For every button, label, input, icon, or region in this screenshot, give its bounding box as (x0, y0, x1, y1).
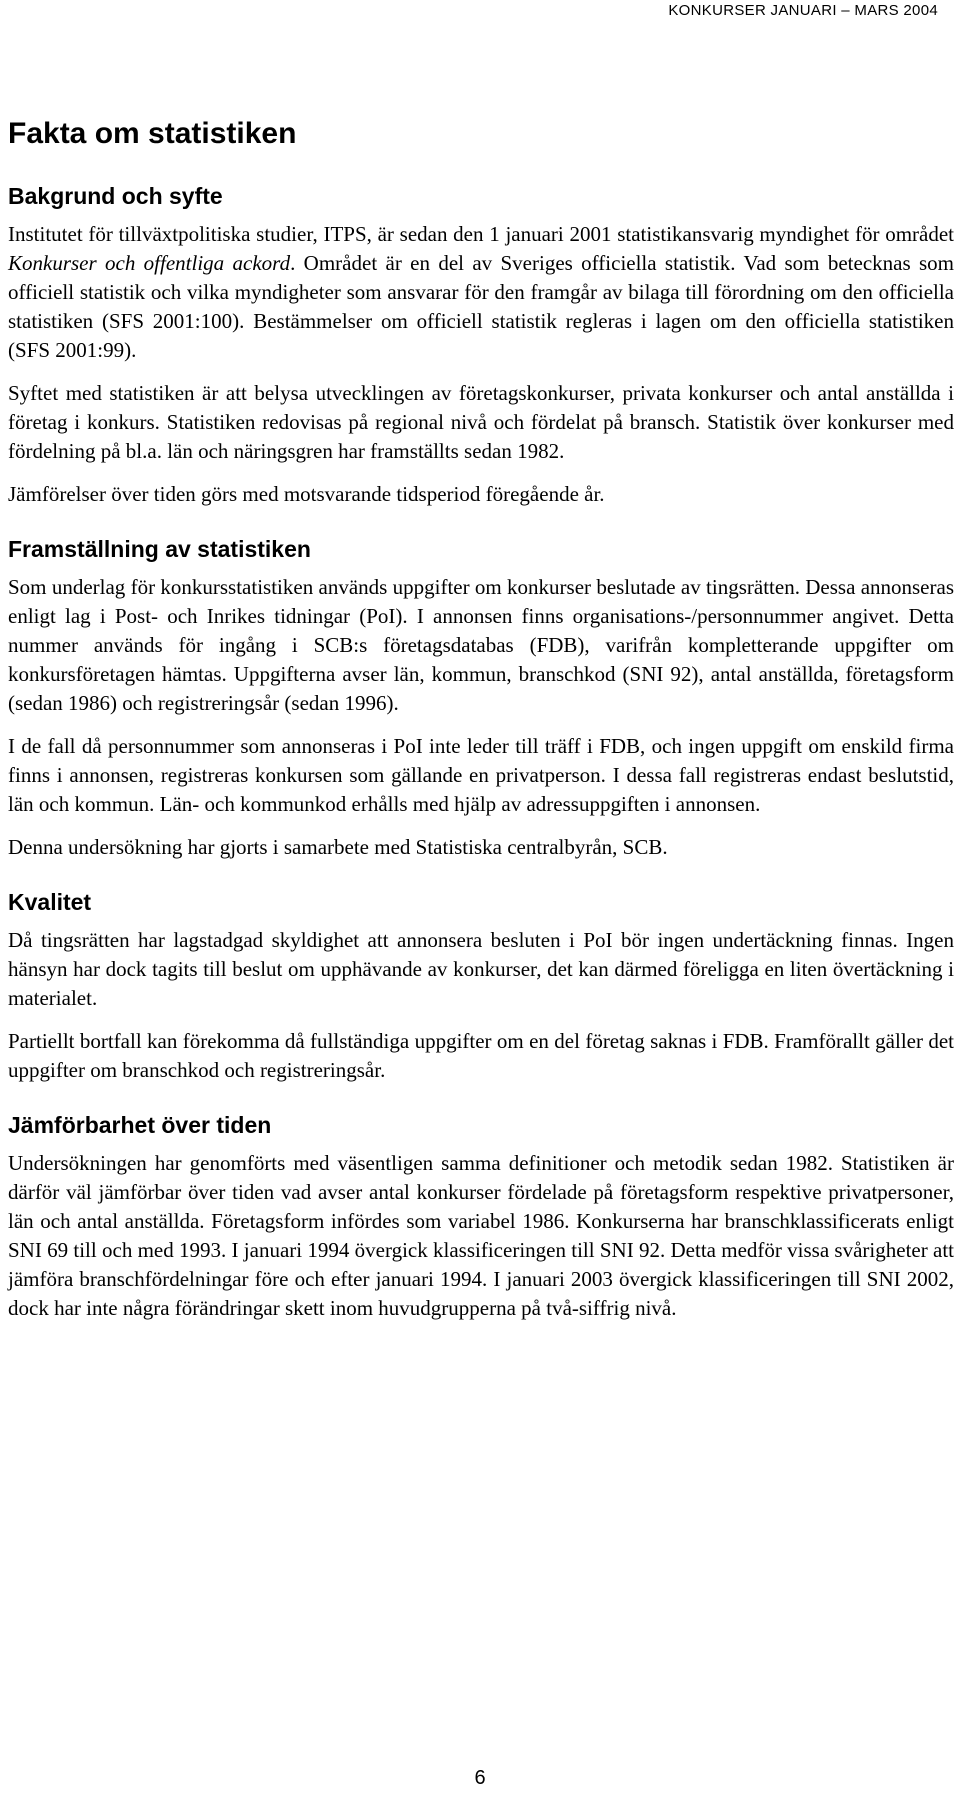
paragraph: Då tingsrätten har lagstadgad skyldighet att annonsera besluten i PoI bör ingen undertäckning finnas. Ingen hänsyn har dock tagits till beslut om upphävande av konkurser, det kan därmed föreligga en liten övertäckning i materialet. (8, 927, 954, 1010)
paragraph: Partiellt bortfall kan förekomma då fullständiga uppgifter om en del företag saknas i FDB. Framförallt gäller det uppgifter om branschkod och registreringsår. (8, 1028, 954, 1082)
paragraph: Jämförelser över tiden görs med motsvarande tidsperiod föregående år. (8, 481, 605, 506)
paragraph: Syftet med statistiken är att belysa utvecklingen av företagskonkurser, privata konkurser och antal anställda i företag i konkurs. Statistiken redovisas på regional nivå och fördelat på bransch. Statistik över konkurser med fördelning på bl.a. län och näringsgren har framställts sedan 1982. (8, 380, 954, 463)
section-framstallning (8, 535, 954, 862)
section-bakgrund (8, 182, 954, 509)
paragraph: Denna undersökning har gjorts i samarbete med Statistiska centralbyrån, SCB. (8, 834, 668, 859)
section-kvalitet (8, 888, 954, 1085)
section-heading: Jämförbarhet över tiden (8, 1111, 272, 1138)
paragraph: Undersökningen har genomförts med väsentligen samma definitioner och metodik sedan 1982. Statistiken är därför väl jämförbar över tiden vad avser antal konkurser fördelade på företagsform respektive privatpersoner, län och antal anställda. Företagsform infördes som variabel 1986. Konkurserna har branschklassificerats enligt SNI 69 till och med 1993. I januari 1994 övergick klassificeringen till SNI 92. Detta medför vissa svårigheter att jämföra branschfördelningar före och efter januari 1994. I januari 2003 övergick klassificeringen till SNI 2002, dock har inte några förändringar skett inom huvudgrupperna på två-siffrig nivå. (8, 1150, 954, 1320)
section-heading: Kvalitet (8, 888, 92, 915)
paragraph (8, 220, 954, 365)
section-jamforbarhet (8, 1111, 954, 1323)
italic-text: Konkurser och offentliga ackord (8, 250, 291, 275)
paragraph: I de fall då personnummer som annonseras i PoI inte leder till träff i FDB, och ingen uppgift om enskild firma finns i annonsen, registreras konkursen som gällande en privatperson. I dessa fall registreras endast beslutstid, län och kommun. Län- och kommunkod erhålls med hjälp av adressuppgiften i annonsen. (8, 733, 954, 816)
paragraph-text: . Området är en del av Sveriges officiella statistik. Vad som betecknas som officiell statistik och vilka myndigheter som ansvarar för den framgår av bilaga till förordning om den officiella statistiken (SFS 2001:100). Bestämmelser om officiell statistik regleras i lagen om den officiella statistiken (SFS 2001:99). (8, 250, 955, 362)
section-heading: Framställning av statistiken (8, 535, 311, 562)
paragraph: Som underlag för konkursstatistiken används uppgifter om konkurser beslutade av tingsrätten. Dessa annonseras enligt lag i Post- och Inrikes tidningar (PoI). I annonsen finns organisations-/personnummer angivet. Detta nummer används för ingång i SCB:s företagsdatabas (FDB), varifrån kompletterande uppgifter om konkursföretagen hämtas. Uppgifterna avser län, kommun, branschkod (SNI 92), antal anställda, företagsform (sedan 1986) och registreringsår (sedan 1996). (8, 574, 954, 715)
page-title: Fakta om statistiken (8, 117, 297, 150)
page-number: 6 (474, 1767, 486, 1789)
document-body (8, 116, 954, 1337)
running-header: KONKURSER JANUARI – MARS 2004 (668, 2, 938, 19)
paragraph-text: Institutet för tillväxtpolitiska studier, ITPS, är sedan den 1 januari 2001 statistikansvarig myndighet för området (8, 221, 954, 246)
section-heading: Bakgrund och syfte (8, 183, 223, 209)
